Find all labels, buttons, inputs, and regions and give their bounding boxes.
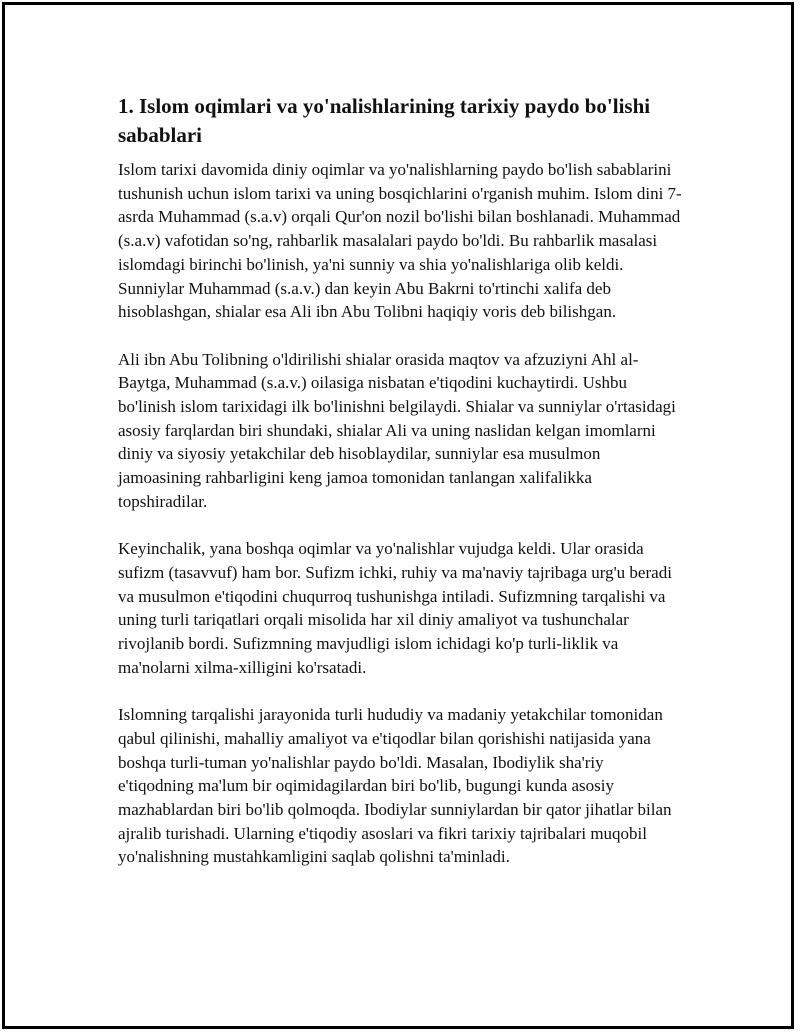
paragraph-4: Islomning tarqalishi jarayonida turli hududiy va madaniy yetakchilar tomonidan qabul qilinishi, mahalliy amaliyot va e'tiqodlar bilan qorishishi natijasida yana boshqa turli-tuman yo'nalishlar paydo bo'ldi. Masalan, Ibodiylik sha'riy e'tiqodning ma'lum bir oqimidagilardan biri bo'lib, bugungi kunda asosiy mazhablardan biri bo'lib qolmoqda. Ibodiylar sunniylardan bir qator jihatlar bilan ajralib turishadi. Ularning e'tiqodiy asoslari va fikri tarixiy tajribalari muqobil yo'nalishning mustahkamligini saqlab qolishni ta'minladi. <box>118 705 672 867</box>
section-heading: 1. Islom oqimlari va yo'nalishlarining tarixiy paydo bo'lishi sabablari <box>118 94 651 147</box>
paragraph-2: Ali ibn Abu Tolibning o'ldirilishi shialar orasida maqtov va afzuziyni Ahl al-Baytga, Muhammad (s.a.v.) oilasiga nisbatan e'tiqodini kuchaytirdi. Ushbu bo'linish islom tarixidagi ilk bo'linishni belgilaydi. Shialar va sunniylar o'rtasidagi asosiy farqlardan biri shundaki, shialar Ali va uning naslidan kelgan imomlarni diniy va siyosiy yetakchilar deb hisoblaydilar, sunniylar esa musulmon jamoasining rahbarligini keng jamoa tomonidan tanlangan xalifalikka topshiradilar. <box>118 349 676 511</box>
paragraph-1: Islom tarixi davomida diniy oqimlar va yo'nalishlarning paydo bo'lish sabablarini tushunish uchun islom tarixi va uning bosqichlarini o'rganish muhim. Islom dini 7-asrda Muhammad (s.a.v) orqali Qur'on nozil bo'lishi bilan boshlanadi. Muhammad (s.a.v) vafotidan so'ng, rahbarlik masalalari paydo bo'ldi. Bu rahbarlik masalasi islomdagi birinchi bo'linish, ya'ni sunniy va shia yo'nalishlariga olib keldi. Sunniylar Muhammad (s.a.v.) dan keyin Abu Bakrni to'rtinchi xalifa deb hisoblashgan, shialar esa Ali ibn Abu Tolibni haqiqiy voris deb bilishgan. <box>118 160 682 322</box>
document-body <box>118 92 682 893</box>
paragraph-3: Keyinchalik, yana boshqa oqimlar va yo'nalishlar vujudga keldi. Ular orasida sufizm (tasavvuf) ham bor. Sufizm ichki, ruhiy va ma'naviy tajribaga urg'u beradi va musulmon e'tiqodini chuqurroq tushunishga intiladi. Sufizmning tarqalishi va uning turli tariqatlari orqali misolida har xil diniy amaliyot va tushunchalar rivojlanib bordi. Sufizmning mavjudligi islom ichidagi ko'p turli-liklik va ma'nolarni xilma-xilligini ko'rsatadi. <box>118 539 672 677</box>
